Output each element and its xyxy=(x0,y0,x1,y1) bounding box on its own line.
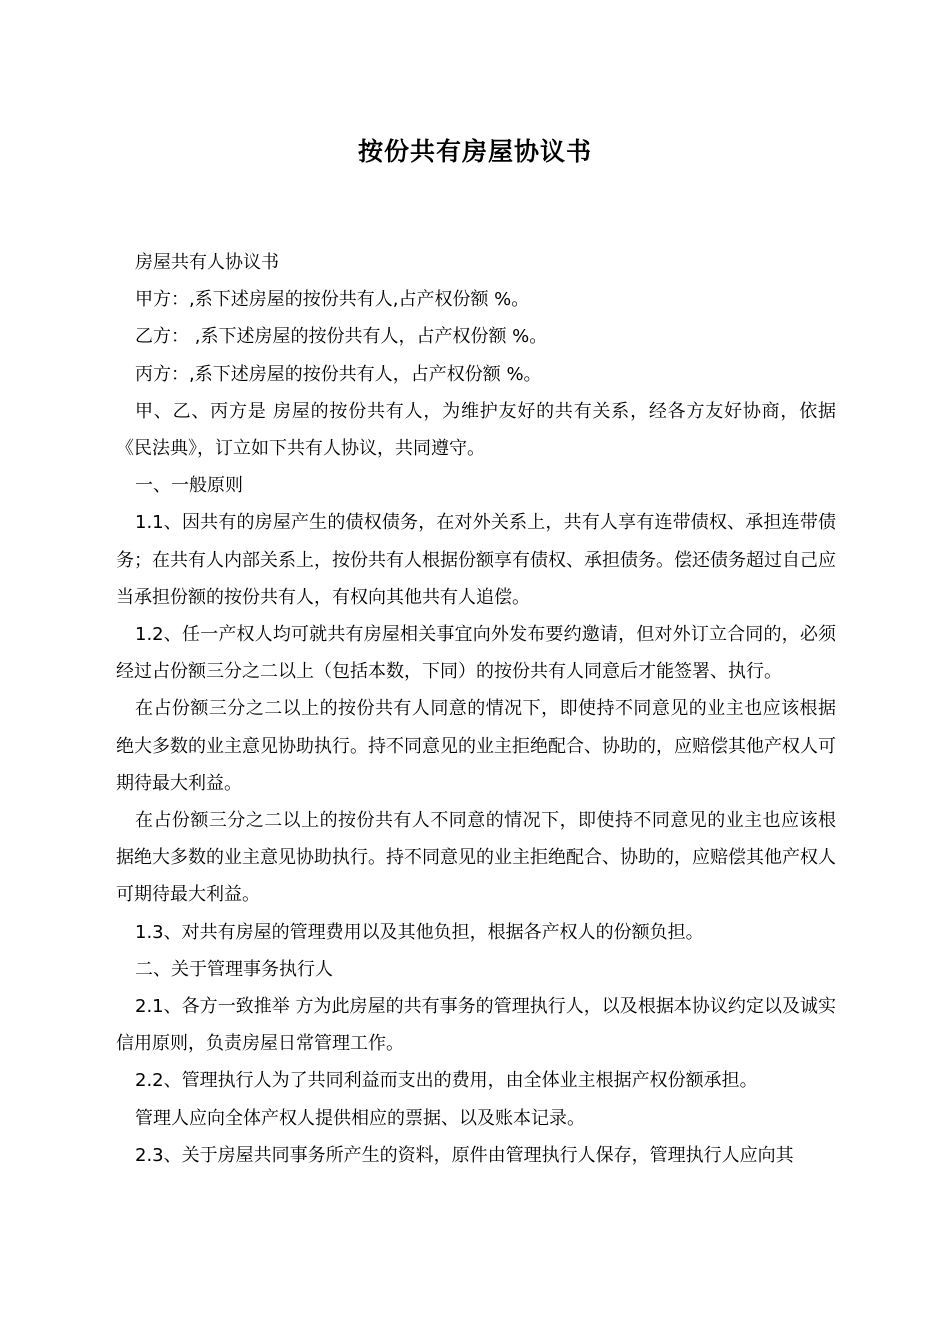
clause-1-1: 1.1、因共有的房屋产生的债权债务，在对外关系上，共有人享有连带债权、承担连带债务；在共有人内部关系上，按份共有人根据份额享有债权、承担债务。偿还债务超过自己应当承担份额的按份共有人，有权向其他共有人追偿。 xyxy=(116,512,836,608)
paragraph-preamble: 甲、乙、丙方是 房屋的按份共有人，为维护友好的共有关系，经各方友好协商，依据《民法典》，订立如下共有人协议，共同遵守。 xyxy=(116,400,836,460)
paragraph-party-b: 乙方： ,系下述房屋的按份共有人，占产权份额 %。 xyxy=(135,326,548,348)
clause-1-2-disagree: 在占份额三分之二以上的按份共有人不同意的情况下，即使持不同意见的业主也应该根据绝大多数的业主意见协助执行。持不同意见的业主拒绝配合、协助的，应赔偿其他产权人可期待最大利益。 xyxy=(116,810,836,906)
clause-2-1: 2.1、各方一致推举 方为此房屋的共有事务的管理执行人，以及根据本协议约定以及诚实信用原则，负责房屋日常管理工作。 xyxy=(116,996,836,1055)
paragraph-heading: 房屋共有人协议书 xyxy=(135,252,279,273)
clause-2-2-records: 管理人应向全体产权人提供相应的票据、以及账本记录。 xyxy=(135,1107,585,1129)
document-body xyxy=(116,244,836,1174)
section-heading-general: 一、一般原则 xyxy=(135,475,243,497)
paragraph-party-c: 丙方：,系下述房屋的按份共有人，占产权份额 %。 xyxy=(135,363,542,385)
clause-1-3: 1.3、对共有房屋的管理费用以及其他负担，根据各产权人的份额负担。 xyxy=(135,921,704,943)
section-heading-manager: 二、关于管理事务执行人 xyxy=(135,958,333,980)
clause-2-2: 2.2、管理执行人为了共同利益而支出的费用，由全体业主根据产权份额承担。 xyxy=(135,1070,758,1092)
clause-2-3: 2.3、关于房屋共同事务所产生的资料，原件由管理执行人保存，管理执行人应向其 xyxy=(135,1144,794,1166)
document-title: 按份共有房屋协议书 xyxy=(357,137,592,166)
paragraph-party-a: 甲方：,系下述房屋的按份共有人,占产权份额 %。 xyxy=(135,289,530,311)
clause-1-2-agree: 在占份额三分之二以上的按份共有人同意的情况下，即使持不同意见的业主也应该根据绝大多数的业主意见协助执行。持不同意见的业主拒绝配合、协助的，应赔偿其他产权人可期待最大利益。 xyxy=(116,698,836,794)
clause-1-2: 1.2、任一产权人均可就共有房屋相关事宜向外发布要约邀请，但对外订立合同的，必须经过占份额三分之二以上（包括本数，下同）的按份共有人同意后才能签署、执行。 xyxy=(116,624,836,683)
